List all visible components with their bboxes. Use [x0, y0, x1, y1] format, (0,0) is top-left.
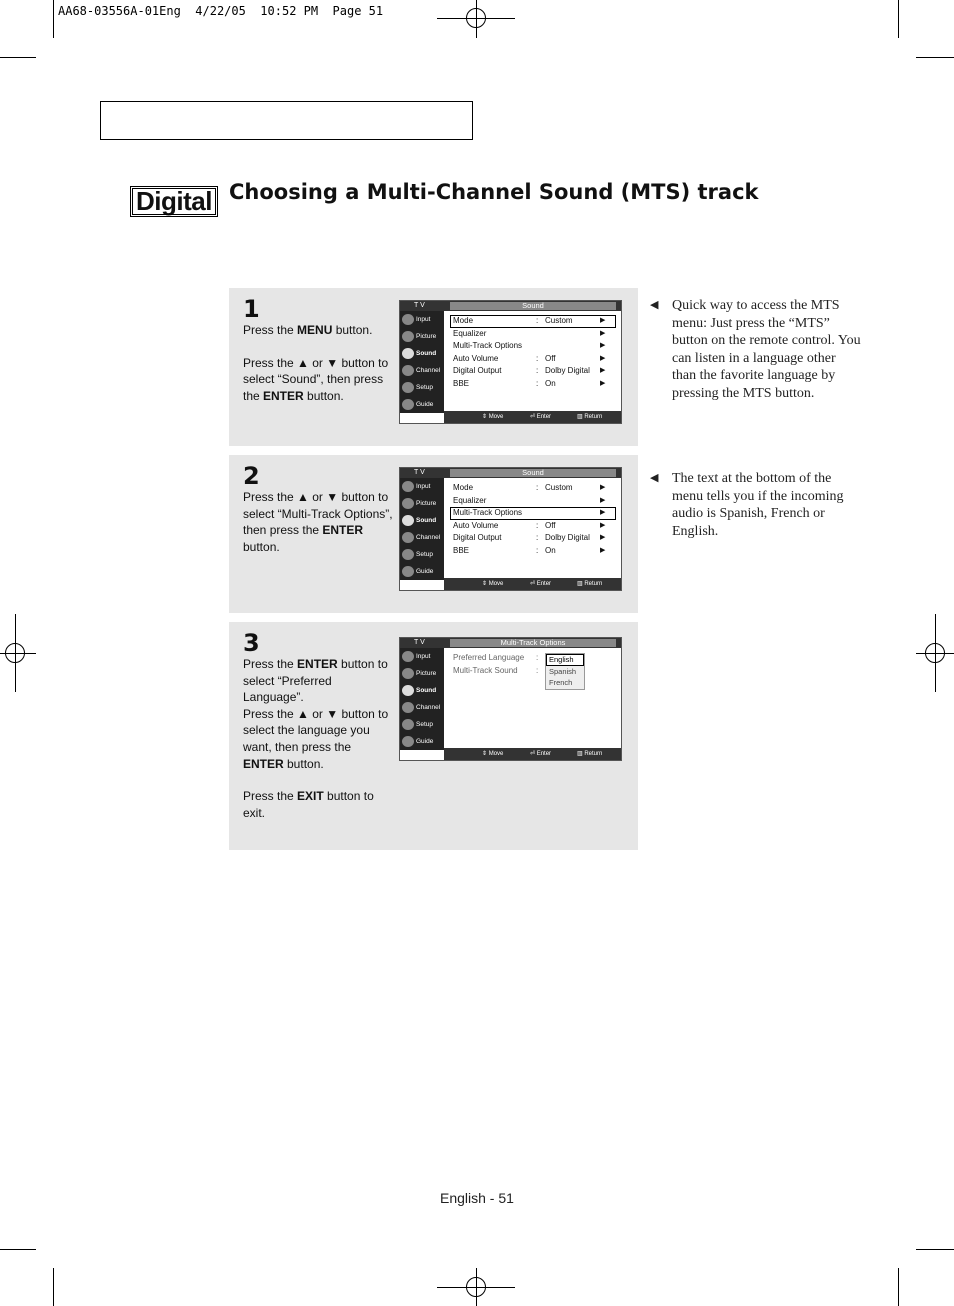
- enter-hint: ⏎ Enter: [530, 581, 552, 587]
- sidebar-item-label: Picture: [416, 333, 437, 340]
- button-name: ENTER: [297, 657, 338, 671]
- sidebar-item-channel: [400, 529, 444, 546]
- tv-menu-screenshot: [399, 467, 622, 591]
- sidebar-item-channel: [400, 362, 444, 379]
- menu-row-value: Off: [545, 353, 556, 363]
- crop-mark: [898, 1268, 899, 1306]
- arrow-right-icon: ▶: [600, 367, 606, 374]
- sidebar-item-guide: [400, 396, 444, 413]
- sidebar-item-picture: [400, 665, 444, 682]
- crop-mark: [916, 1249, 954, 1250]
- step-text: [243, 656, 393, 821]
- guide-icon: [402, 566, 414, 577]
- menu-row-value: Custom: [545, 316, 573, 325]
- separator: :: [536, 520, 539, 530]
- guide-icon: [402, 736, 414, 747]
- menu-row: [450, 378, 616, 391]
- arrow-right-icon: ▶: [600, 317, 606, 324]
- osd-sidebar: [400, 478, 444, 580]
- separator: :: [536, 378, 539, 388]
- menu-row-label: Mode: [453, 316, 474, 325]
- text-run: MTS: [742, 385, 772, 401]
- osd-bottom-bar: [444, 748, 621, 760]
- menu-row-label: Preferred Language: [453, 653, 525, 662]
- enter-hint: ⏎ Enter: [530, 751, 552, 757]
- arrow-right-icon: ▶: [600, 534, 606, 541]
- menu-row-value: Off: [545, 520, 556, 530]
- menu-row-label: Equalizer: [453, 328, 487, 338]
- input-icon: [402, 314, 414, 325]
- instruction-paragraph: [243, 355, 393, 405]
- input-icon: [402, 651, 414, 662]
- return-hint: ▥ Return: [577, 581, 603, 587]
- separator: :: [536, 665, 539, 675]
- return-hint: ▥ Return: [577, 414, 603, 420]
- menu-row: [450, 545, 616, 558]
- text-run: Press the ▲ or ▼ button to select the language you want, then press the: [243, 706, 389, 754]
- language-option: Spanish: [549, 666, 577, 676]
- menu-row: [450, 665, 616, 678]
- menu-row: [450, 353, 616, 366]
- text-run: button.: [771, 385, 815, 401]
- text-run: button.: [332, 323, 373, 337]
- menu-row-value: On: [545, 378, 556, 388]
- instruction-paragraph: [243, 788, 393, 821]
- print-header: AA68-03556A-01Eng 4/22/05 10:52 PM Page 51: [58, 4, 384, 18]
- separator: :: [536, 653, 539, 662]
- sidebar-item-picture: [400, 495, 444, 512]
- sidebar-item-label: Input: [416, 316, 431, 323]
- menu-row-value: Custom: [545, 483, 573, 492]
- button-name: EXIT: [297, 789, 324, 804]
- section-badge: Digital: [130, 186, 218, 217]
- button-name: ENTER: [243, 756, 284, 771]
- button-name: ENTER: [263, 388, 304, 403]
- crop-mark: [0, 57, 36, 58]
- separator: :: [536, 353, 539, 363]
- move-hint: ⇕ Move: [482, 414, 504, 420]
- side-note: [672, 470, 864, 540]
- menu-row-label: Multi-Track Sound: [453, 665, 518, 675]
- sidebar-item-label: Setup: [416, 721, 433, 728]
- setup-icon: [402, 549, 414, 560]
- menu-row-label: BBE: [453, 378, 470, 388]
- text-run: button.: [243, 539, 280, 554]
- sidebar-item-label: Input: [416, 653, 431, 660]
- return-hint: ▥ Return: [577, 751, 603, 757]
- button-name: ENTER: [322, 523, 364, 538]
- sidebar-item-label: Input: [416, 483, 431, 490]
- arrow-right-icon: ▶: [600, 379, 606, 387]
- page-title: Choosing a Multi-Channel Sound (MTS) track: [229, 180, 759, 204]
- sidebar-item-guide: [400, 563, 444, 580]
- sidebar-item-input: [400, 311, 444, 328]
- sidebar-item-input: [400, 648, 444, 665]
- enter-hint: ⏎ Enter: [530, 414, 552, 420]
- sidebar-item-label: Guide: [416, 401, 434, 408]
- menu-row-label: BBE: [453, 545, 470, 555]
- instruction-paragraph: [243, 656, 393, 772]
- move-hint: ⇕ Move: [482, 581, 504, 587]
- osd-tv-label: T V: [414, 469, 425, 476]
- language-option: French: [549, 678, 573, 687]
- text-run: button.: [283, 756, 324, 771]
- menu-row: [450, 340, 616, 353]
- sidebar-item-setup: [400, 379, 444, 396]
- step-text: [243, 489, 393, 555]
- crop-mark: [0, 1249, 36, 1250]
- arrow-right-icon: ▶: [600, 521, 606, 529]
- tv-menu-screenshot: [399, 300, 622, 424]
- sidebar-item-label: Sound: [416, 517, 437, 524]
- menu-row: [450, 315, 616, 328]
- text-run: button to select “Preferred Language”.: [243, 657, 388, 705]
- sidebar-item-label: Picture: [416, 670, 437, 677]
- text-run: Press the: [243, 657, 298, 671]
- crop-mark: [53, 0, 54, 38]
- side-note: [672, 297, 862, 402]
- menu-row-value: On: [545, 545, 556, 555]
- setup-icon: [402, 719, 414, 730]
- text-run: The text at the bottom of the menu tells you if the incoming audio is Spanish, French or English.: [672, 471, 844, 539]
- sidebar-item-sound: [400, 682, 444, 699]
- menu-row: [450, 520, 616, 533]
- sidebar-item-label: Setup: [416, 384, 433, 391]
- sidebar-item-input: [400, 478, 444, 495]
- input-icon: [402, 481, 414, 492]
- separator: :: [536, 483, 539, 492]
- osd-menu-title: Multi-Track Options: [450, 639, 616, 647]
- menu-row: [450, 482, 616, 495]
- text-run: Press the ▲ or ▼ button to select “Sound”, then press the: [243, 355, 389, 403]
- tv-menu-screenshot: [399, 637, 622, 761]
- crop-mark: [53, 1268, 54, 1306]
- picture-icon: [402, 331, 414, 342]
- note-bullet-icon: ◀: [650, 298, 659, 311]
- menu-row: [450, 532, 616, 545]
- text-run: Press the: [243, 789, 298, 804]
- osd-menu-title: Sound: [450, 302, 616, 310]
- channel-icon: [402, 532, 414, 543]
- menu-row-label: Auto Volume: [453, 520, 499, 530]
- menu-row: [450, 365, 616, 378]
- text-run: Press the ▲ or ▼ button to select “Multi-Track Options”, then press the: [243, 490, 393, 538]
- step-number: 1: [243, 295, 260, 323]
- sound-icon: [402, 348, 414, 359]
- arrow-right-icon: ▶: [600, 546, 606, 554]
- move-hint: ⇕ Move: [482, 751, 504, 757]
- sidebar-item-channel: [400, 699, 444, 716]
- sidebar-item-setup: [400, 546, 444, 563]
- note-bullet-icon: ◀: [650, 471, 659, 484]
- separator: :: [536, 316, 539, 325]
- arrow-right-icon: ▶: [600, 329, 606, 337]
- arrow-right-icon: ▶: [600, 509, 606, 516]
- setup-icon: [402, 382, 414, 393]
- separator: :: [536, 533, 539, 542]
- sidebar-item-sound: [400, 512, 444, 529]
- menu-row: [450, 507, 616, 520]
- sidebar-item-sound: [400, 345, 444, 362]
- osd-bottom-bar: [444, 578, 621, 590]
- picture-icon: [402, 498, 414, 509]
- sidebar-item-label: Picture: [416, 500, 437, 507]
- osd-menu-rows: [450, 315, 616, 390]
- guide-icon: [402, 399, 414, 410]
- sidebar-item-label: Guide: [416, 738, 434, 745]
- osd-menu-title: Sound: [450, 469, 616, 477]
- sidebar-item-setup: [400, 716, 444, 733]
- page-footer: English - 51: [440, 1190, 514, 1206]
- arrow-right-icon: ▶: [600, 354, 606, 362]
- sidebar-item-label: Guide: [416, 568, 434, 575]
- menu-row: [450, 652, 616, 665]
- osd-bottom-bar: [444, 411, 621, 423]
- sidebar-item-label: Sound: [416, 687, 437, 694]
- sidebar-item-guide: [400, 733, 444, 750]
- header-box: [100, 101, 473, 140]
- step-number: 2: [243, 462, 260, 490]
- separator: :: [536, 545, 539, 555]
- text-run: Press the: [243, 323, 298, 337]
- menu-row-value: Dolby Digital: [545, 533, 590, 542]
- osd-tv-label: T V: [414, 302, 425, 309]
- menu-row-label: Multi-Track Options: [453, 341, 523, 350]
- text-run: button to exit.: [243, 789, 374, 820]
- instruction-paragraph: [243, 489, 393, 555]
- osd-menu-rows: [450, 652, 616, 677]
- picture-icon: [402, 668, 414, 679]
- menu-row-label: Equalizer: [453, 495, 487, 505]
- menu-row: [450, 328, 616, 341]
- language-option: English: [546, 654, 584, 666]
- arrow-right-icon: ▶: [600, 496, 606, 504]
- sidebar-item-label: Channel: [416, 704, 441, 711]
- sound-icon: [402, 515, 414, 526]
- step-text: [243, 322, 393, 404]
- text-run: button.: [303, 388, 344, 403]
- channel-icon: [402, 365, 414, 376]
- button-name: MENU: [297, 323, 333, 337]
- menu-row-value: Dolby Digital: [545, 366, 590, 375]
- sidebar-item-label: Setup: [416, 551, 433, 558]
- menu-row-label: Multi-Track Options: [453, 508, 523, 517]
- sound-icon: [402, 685, 414, 696]
- step-number: 3: [243, 629, 260, 657]
- sidebar-item-label: Channel: [416, 534, 441, 541]
- arrow-right-icon: ▶: [600, 342, 606, 349]
- text-run: Quick way to access the MTS menu: Just press the “MTS” button on the remote control. You can listen in a language other than the favorite language by pressing the: [672, 298, 861, 401]
- menu-row-label: Auto Volume: [453, 353, 499, 363]
- arrow-right-icon: ▶: [600, 484, 606, 491]
- sidebar-item-label: Sound: [416, 350, 437, 357]
- osd-tv-label: T V: [414, 639, 425, 646]
- osd-menu-rows: [450, 482, 616, 557]
- menu-row-label: Digital Output: [453, 366, 502, 375]
- osd-sidebar: [400, 311, 444, 413]
- crop-mark: [898, 0, 899, 38]
- menu-row: [450, 495, 616, 508]
- separator: :: [536, 366, 539, 375]
- crop-mark: [916, 57, 954, 58]
- sidebar-item-picture: [400, 328, 444, 345]
- osd-sidebar: [400, 648, 444, 750]
- menu-row-label: Mode: [453, 483, 474, 492]
- sidebar-item-label: Channel: [416, 367, 441, 374]
- menu-row-label: Digital Output: [453, 533, 502, 542]
- instruction-paragraph: [243, 322, 393, 339]
- channel-icon: [402, 702, 414, 713]
